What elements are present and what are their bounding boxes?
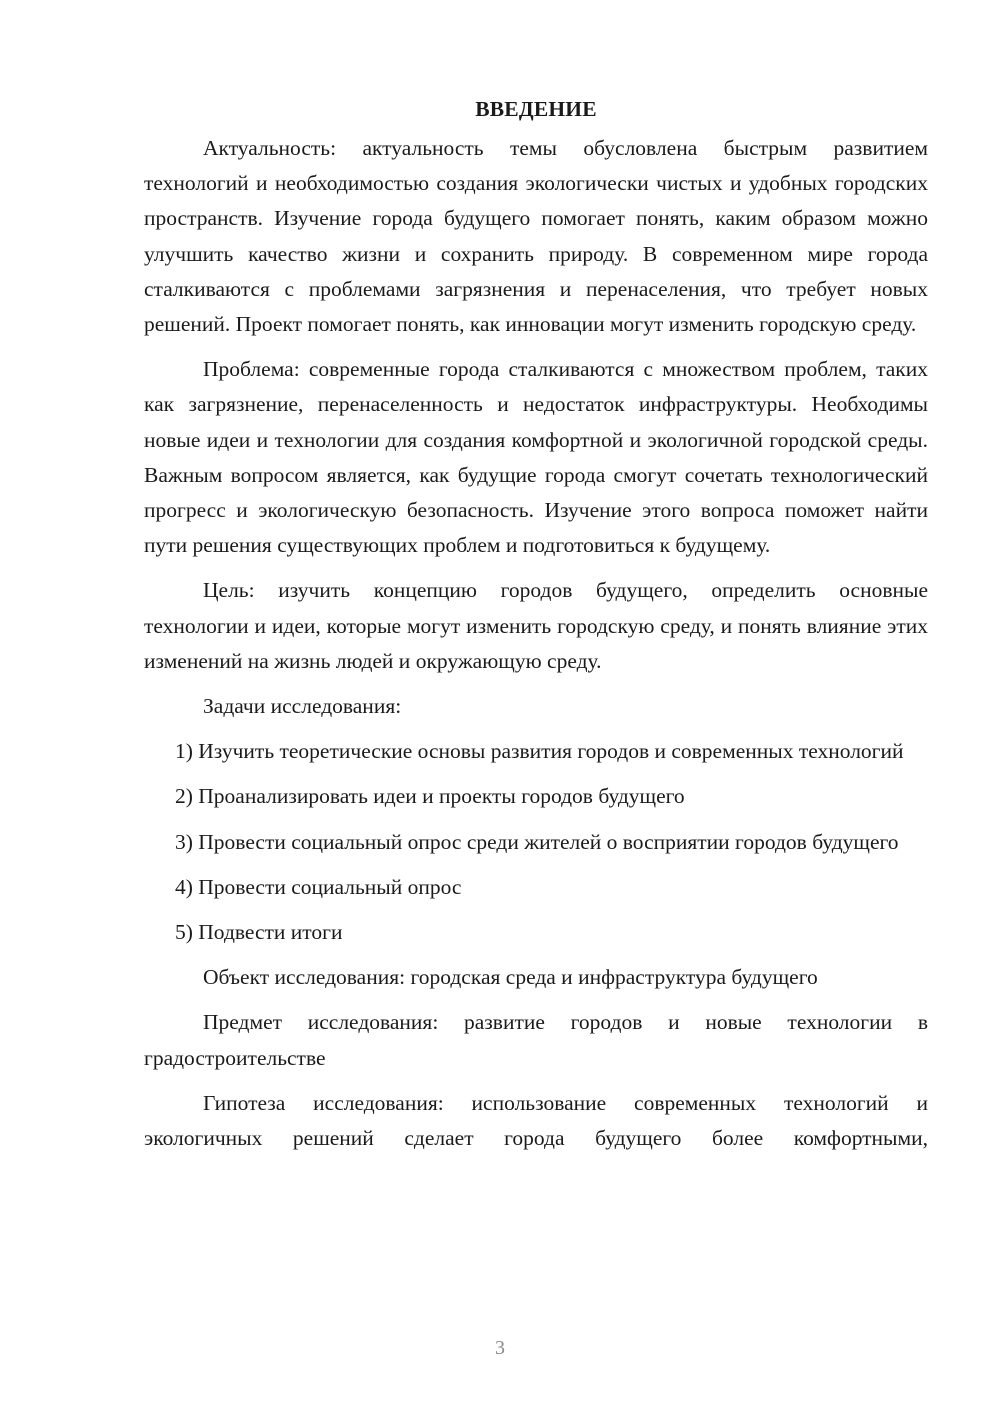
tasks-list bbox=[144, 734, 928, 950]
list-item: 4) Провести социальный опрос bbox=[175, 874, 462, 899]
list-item: 5) Подвести итоги bbox=[175, 920, 343, 945]
relevance-paragraph: Актуальность: актуальность темы обусловлена быстрым развитием технологий и необходимостью создания экологически чистых и удобных городских пространств. Изучение города будущего помогает понять, каким образом можно улучшить качество жизни и сохранить природу. В современном мире города сталкиваются с проблемами загрязнения и перенаселения, что требует новых решений. Проект помогает понять, как инновации могут изменить городскую среду. bbox=[144, 136, 928, 337]
tasks-heading: Задачи исследования: bbox=[203, 694, 402, 719]
page-number: 3 bbox=[495, 1337, 505, 1359]
subject-paragraph: Предмет исследования: развитие городов и новые технологии в градостроительстве bbox=[144, 1010, 928, 1070]
page-title: ВВЕДЕНИЕ bbox=[475, 97, 597, 121]
object-paragraph: Объект исследования: городская среда и инфраструктура будущего bbox=[203, 965, 818, 990]
list-item: 2) Проанализировать идеи и проекты городов будущего bbox=[175, 784, 685, 809]
list-item: 3) Провести социальный опрос среди жителей о восприятии городов будущего bbox=[175, 829, 899, 854]
goal-paragraph: Цель: изучить концепцию городов будущего, определить основные технологии и идеи, которые могут изменить городскую среду, и понять влияние этих изменений на жизнь людей и окружающую среду. bbox=[144, 578, 928, 673]
list-item: 1) Изучить теоретические основы развития городов и современных технологий bbox=[175, 739, 904, 764]
problem-paragraph: Проблема: современные города сталкиваются с множеством проблем, таких как загрязнение, перенаселенность и недостаток инфраструктуры. Необходимы новые идеи и технологии для создания комфортной и экологичной городской среды. Важным вопросом является, как будущие города смогут сочетать технологический прогресс и экологическую безопасность. Изучение этого вопроса поможет найти пути решения существующих проблем и подготовиться к будущему. bbox=[144, 357, 928, 558]
hypothesis-paragraph: Гипотеза исследования: использование современных технологий и экологичных решений сделает города будущего более комфортными, bbox=[144, 1090, 928, 1151]
document-page bbox=[144, 92, 928, 1156]
